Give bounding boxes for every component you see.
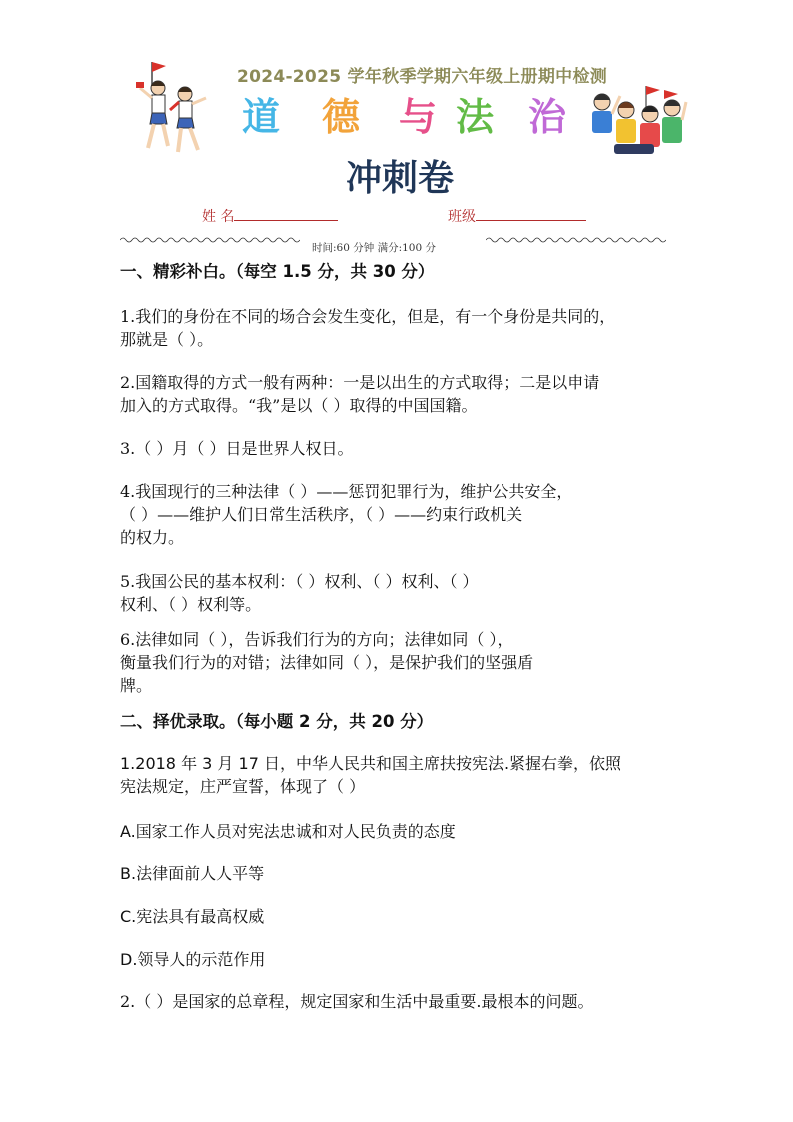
option-d: D.领导人的示范作用: [120, 950, 266, 969]
q1-2-line2: 加入的方式取得。“我”是以（ ）取得的中国国籍。: [120, 396, 478, 415]
right-wave-divider: [486, 236, 666, 244]
question-1-3: [120, 437, 680, 460]
exam-title: 2024-2025 学年秋季学期六年级上册期中检测: [236, 67, 608, 87]
q1-3-line1: 3.（ ）月（ ）日是世界人权日。: [120, 439, 354, 458]
name-blank[interactable]: [234, 206, 338, 221]
question-1-5: [120, 570, 680, 616]
option-a: A.国家工作人员对宪法忠诚和对人民负责的态度: [120, 822, 456, 841]
q1-1-line2: 那就是（ ）。: [120, 330, 214, 349]
name-field[interactable]: [202, 206, 338, 226]
running-children-illustration: [130, 58, 220, 158]
class-field[interactable]: [448, 206, 586, 226]
time-info: 时间:60 分钟 满分:100 分: [312, 242, 436, 254]
q1-6-line2: 衡量我们行为的对错；法律如同（ ），是保护我们的坚强盾: [120, 653, 534, 672]
q2-1-line2: 宪法规定，庄严宣誓，体现了（ ）: [120, 777, 366, 796]
subject-char-4: 法: [456, 95, 495, 139]
q1-5-line2: 权利、（ ）权利等。: [120, 595, 262, 614]
cheering-kids-illustration: [584, 84, 688, 156]
question-1-4: [120, 480, 680, 549]
q1-6-line1: 6.法律如同（ ），告诉我们行为的方向；法律如同（ ），: [120, 630, 514, 649]
q1-4-line1: 4.我国现行的三种法律（ ）——惩罚犯罪行为，维护公共安全，: [120, 482, 573, 501]
q1-5-line1: 5.我国公民的基本权利：（ ）权利、（ ）权利、（ ）: [120, 572, 479, 591]
class-label: 班级: [448, 209, 476, 225]
q1-4-line2: （ ）——维护人们日常生活秩序，（ ）——约束行政机关: [120, 505, 523, 524]
name-label: 姓 名: [202, 209, 235, 225]
subject-char-2: 德: [322, 95, 361, 139]
question-1-1: [120, 305, 680, 351]
q1-6-line3: 牌。: [120, 676, 153, 695]
question-2-2: [120, 990, 690, 1013]
subject-char-1: 道: [242, 95, 281, 139]
question-1-2: [120, 371, 680, 417]
q2-2-line1: 2.（ ）是国家的总章程，规定国家和生活中最重要.最根本的问题。: [120, 992, 594, 1011]
q1-1-line1: 1.我们的身份在不同的场合会发生变化，但是，有一个身份是共同的，: [120, 307, 616, 326]
section1-heading: 一、精彩补白。（每空 1.5 分，共 30 分）: [120, 262, 435, 281]
question-2-1: [120, 752, 680, 798]
subject-title: [242, 92, 572, 142]
left-wave-divider: [120, 236, 300, 244]
option-c: C.宪法具有最高权威: [120, 907, 265, 926]
q1-2-line1: 2.国籍取得的方式一般有两种：一是以出生的方式取得；二是以申请: [120, 373, 600, 392]
option-b: B.法律面前人人平等: [120, 864, 265, 883]
q1-4-line3: 的权力。: [120, 528, 185, 547]
paper-title: 冲刺卷: [345, 158, 454, 199]
subject-char-5: 治: [528, 95, 567, 139]
q2-1-line1: 1.2018 年 3 月 17 日，中华人民共和国主席扶按宪法.紧握右拳，依照: [120, 754, 622, 773]
section2-heading: 二、择优录取。（每小题 2 分，共 20 分）: [120, 712, 434, 731]
subject-char-3: 与: [399, 95, 438, 139]
class-blank[interactable]: [476, 206, 586, 221]
question-1-6: [120, 628, 680, 697]
